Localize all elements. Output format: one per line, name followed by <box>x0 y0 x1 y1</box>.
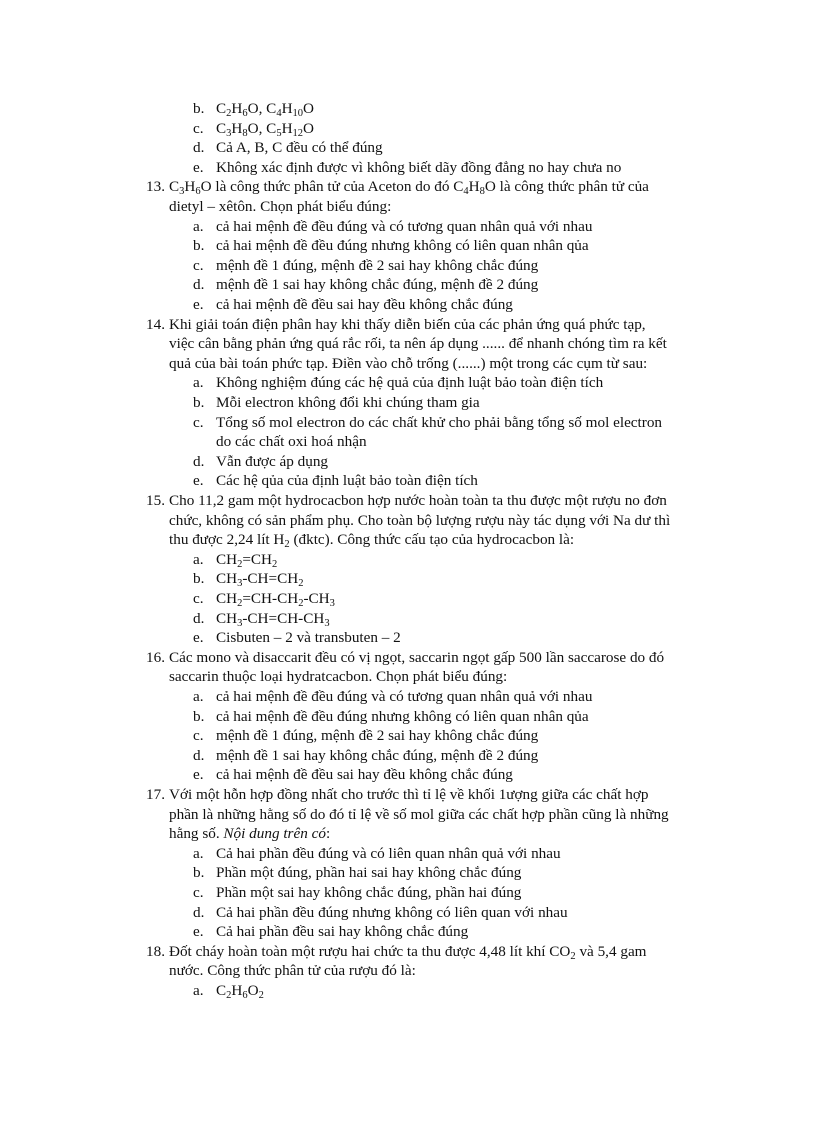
question-13-option-d-text: mệnh đề 1 sai hay không chắc đúng, mệnh đề 2 đúng <box>216 276 539 294</box>
question-13-option-c-text: mệnh đề 1 đúng, mệnh đề 2 sai hay không chắc đúng <box>216 256 539 274</box>
question-18-stem: Đốt cháy hoàn toàn một rượu hai chức ta thu được 4,48 lít khí $CO_2$ và 5,4 gam <box>169 942 647 962</box>
question-15-option-e-text: Cisbuten – 2 và transbuten – 2 <box>216 629 401 647</box>
question-13-option-b-text: cả hai mệnh đề đều đúng nhưng không có liên quan nhân qủa <box>216 237 589 255</box>
q12-option-b-label: b. <box>193 100 205 117</box>
question-15-option-a-text: $CH_2=CH_2$ <box>216 550 278 570</box>
question-14-option-d-label: d. <box>193 452 205 470</box>
question-17-stem: hằng số. Nội dung trên có: <box>169 825 331 843</box>
question-18-number: 18. <box>146 942 165 960</box>
question-16-option-c-text: mệnh đề 1 đúng, mệnh đề 2 sai hay không chắc đúng <box>216 727 539 745</box>
question-17-stem: Với một hỗn hợp đồng nhất cho trước thì tỉ lệ về khối 1ượng giữa các chất hợp <box>169 786 649 803</box>
question-16-option-e-text: cả hai mệnh đề đều sai hay đều không chắc đúng <box>216 766 513 784</box>
question-15-stem: Cho 11,2 gam một hydrocacbon hợp nước hoàn toàn ta thu được một rượu no đơn <box>169 492 667 509</box>
question-16-option-d-text: mệnh đề 1 sai hay không chắc đúng, mệnh đề 2 đúng <box>216 746 539 764</box>
question-18-option-a-text: $C_2H_6O_2$ <box>216 982 264 1001</box>
question-16-option-c-label: c. <box>193 727 204 745</box>
question-14-option-a-text: Không nghiệm đúng các hệ quả của định luật bảo toàn điện tích <box>216 374 604 392</box>
question-14-option-b-label: b. <box>193 394 205 411</box>
q12-option-e-label: e. <box>193 158 204 176</box>
question-15-option-b-label: b. <box>193 570 205 588</box>
question-17-option-a-text: Cả hai phần đều đúng và có liên quan nhân quả với nhau <box>216 844 561 862</box>
q12-option-e-text: Không xác định được vì không biết dãy đồng đẳng no hay chưa no <box>216 158 622 176</box>
question-14-number: 14. <box>146 315 165 333</box>
question-13-option-d-label: d. <box>193 276 205 294</box>
question-17-option-a-label: a. <box>193 844 204 862</box>
question-17-option-c-text: Phần một sai hay không chắc đúng, phần hai đúng <box>216 884 522 901</box>
question-17-option-c-label: c. <box>193 884 204 901</box>
question-13-option-e-label: e. <box>193 296 204 313</box>
q12-option-d-label: d. <box>193 139 205 157</box>
q12-option-d-text: Cả A, B, C đều có thể đúng <box>216 139 383 157</box>
question-15-option-b-text: $CH_3-CH=CH_2$ <box>216 570 304 590</box>
question-14-stem: Khi giải toán điện phân hay khi thấy diễn biến của các phản ứng quá phức tạp, <box>169 315 646 333</box>
question-17-option-d-text: Cả hai phần đều đúng nhưng không có liên quan với nhau <box>216 903 568 921</box>
question-15-number: 15. <box>146 492 165 509</box>
q12-option-c-label: c. <box>193 119 204 137</box>
question-18-option-a-label: a. <box>193 982 204 999</box>
q12-option-c-text: $C_3H_8O$, $C_5H_{12}O$ <box>216 119 314 139</box>
question-14-option-c-text: Tổng số mol electron do các chất khử cho phải bằng tổng số mol electron <box>216 413 663 431</box>
question-16-option-a-text: cả hai mệnh đề đều đúng và có tương quan nhân quả với nhau <box>216 688 593 705</box>
question-17-option-e-label: e. <box>193 923 204 941</box>
question-17-option-d-label: d. <box>193 903 205 921</box>
question-15-option-d-text: $CH_3-CH=CH-CH_3$ <box>216 609 330 629</box>
question-14-option-e-label: e. <box>193 472 204 490</box>
question-17-option-b-label: b. <box>193 864 205 882</box>
question-14-option-b-text: Mỗi electron không đổi khi chúng tham gia <box>216 394 480 411</box>
question-15-stem: thu được 2,24 lít $H_2$ (đktc). Công thức cấu tạo của hydrocacbon là: <box>169 531 575 551</box>
question-15-option-c-label: c. <box>193 590 204 607</box>
question-14-stem: việc cân bằng phản ứng quá rắc rối, ta nên áp dụng ...... để nhanh chóng tìm ra kết <box>169 335 667 353</box>
question-17-option-b-text: Phần một đúng, phần hai sai hay không chắc đúng <box>216 864 522 882</box>
question-13-number: 13. <box>146 178 165 196</box>
question-14-option-c-text: do các chất oxi hoá nhận <box>216 433 367 451</box>
question-16-option-d-label: d. <box>193 746 205 764</box>
question-14-stem: quả của bài toán phức tạp. Điền vào chỗ trống (......) một trong các cụm từ sau: <box>169 354 648 372</box>
q12-option-b-text: $C_2H_6O$, $C_4H_{10}O$ <box>216 100 314 119</box>
question-14-option-e-text: Các hệ qủa của định luật bảo toàn điện tích <box>216 472 478 490</box>
question-14-option-a-label: a. <box>193 374 204 392</box>
question-15-option-a-label: a. <box>193 550 204 568</box>
question-13-stem: $C_3H_6O$ là công thức phân tử của Aceton do đó $C_4H_8O$ là công thức phân tử của <box>169 178 649 198</box>
question-13-option-a-label: a. <box>193 217 204 235</box>
question-16-option-b-text: cả hai mệnh đề đều đúng nhưng không có liên quan nhân qủa <box>216 707 589 725</box>
question-16-option-a-label: a. <box>193 688 204 705</box>
question-13-option-c-label: c. <box>193 256 204 274</box>
question-16-option-b-label: b. <box>193 707 205 725</box>
question-13-stem: dietyl – xêtôn. Chọn phát biểu đúng: <box>169 198 392 215</box>
question-16-option-e-label: e. <box>193 766 204 784</box>
question-16-stem: saccarin thuộc loại hydratcacbon. Chọn phát biểu đúng: <box>169 668 508 686</box>
question-15-option-e-label: e. <box>193 629 204 647</box>
question-16-number: 16. <box>146 648 165 666</box>
question-17-stem: phần là những hằng số do đó tỉ lệ về số mol giữa các chất hợp phần cũng là những <box>169 805 669 823</box>
question-17-number: 17. <box>146 786 165 803</box>
question-16-stem: Các mono và disaccarit đều có vị ngọt, saccarin ngọt gấp 500 lần saccarose do đó <box>169 648 665 666</box>
question-13-option-b-label: b. <box>193 237 205 255</box>
question-17-option-e-text: Cả hai phần đều sai hay không chắc đúng <box>216 923 469 941</box>
question-13-option-a-text: cả hai mệnh đề đều đúng và có tương quan nhân quả với nhau <box>216 217 593 235</box>
question-15-option-d-label: d. <box>193 609 205 627</box>
question-14-option-c-label: c. <box>193 413 204 431</box>
question-15-option-c-text: $CH_2=CH-CH_2-CH_3$ <box>216 590 335 609</box>
question-18-stem: nước. Công thức phân tử của rượu đó là: <box>169 962 416 980</box>
question-14-option-d-text: Vẫn được áp dụng <box>216 452 329 470</box>
question-13-option-e-text: cả hai mệnh đề đều sai hay đều không chắc đúng <box>216 296 513 313</box>
question-15-stem: chức, không có sản phẩm phụ. Cho toàn bộ lượng rượu này tác dụng với Na dư thì <box>169 511 671 529</box>
